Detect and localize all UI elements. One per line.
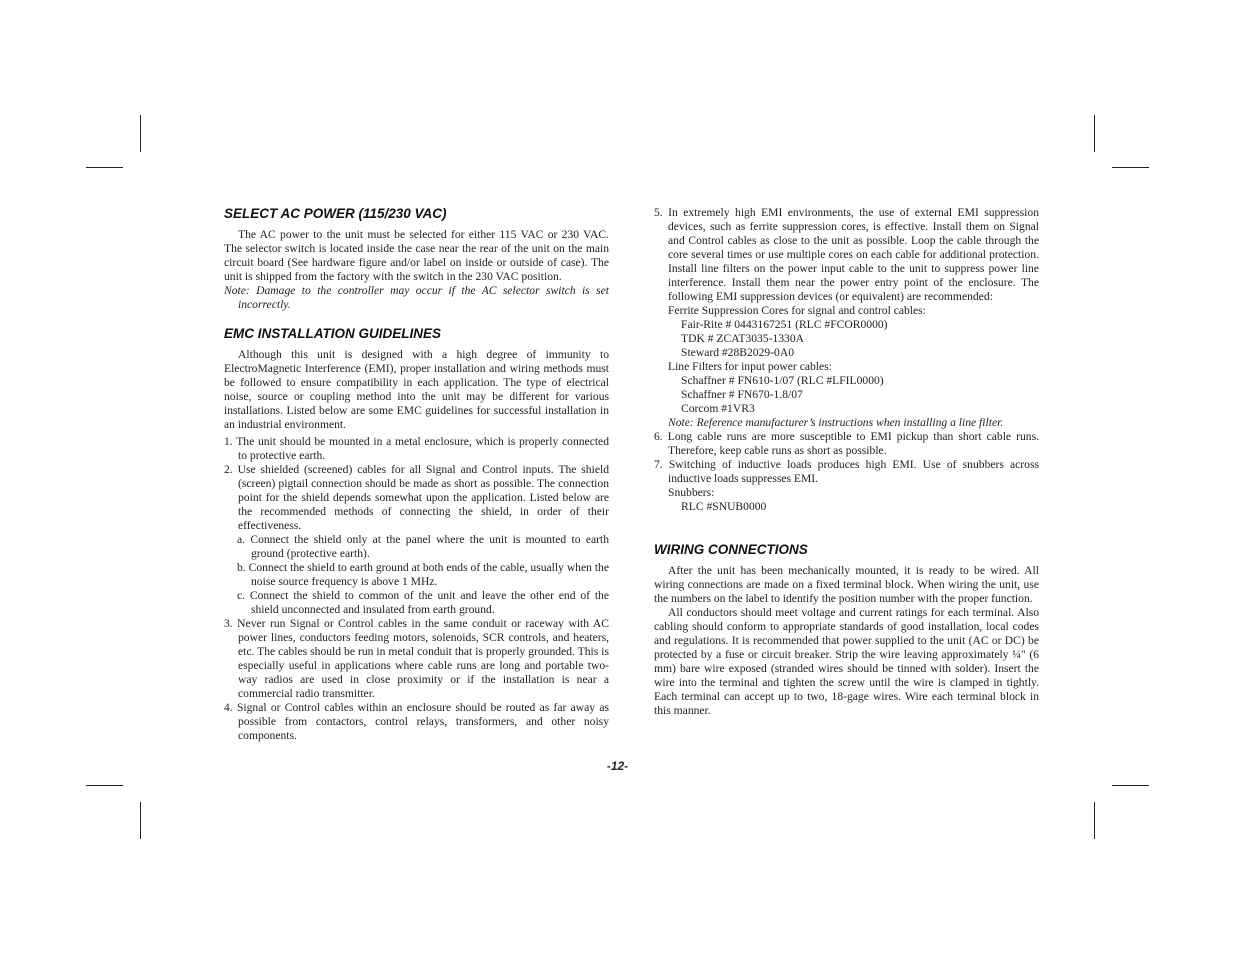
emc-item-1: 1. The unit should be mounted in a metal enclosure, which is properly connected to protective earth. — [224, 435, 609, 462]
crop-mark — [86, 785, 123, 786]
section-title-emc-guidelines: EMC INSTALLATION GUIDELINES — [224, 326, 441, 341]
emc-item-2b: b. Connect the shield to earth ground at both ends of the cable, usually when the noise source frequency is above 1 MHz. — [237, 561, 609, 588]
line-filter-1: Schaffner # FN610-1/07 (RLC #LFIL0000) — [681, 374, 884, 387]
left-column — [224, 206, 609, 743]
snubbers-label: Snubbers: — [668, 486, 715, 499]
crop-mark — [140, 802, 141, 839]
crop-mark — [1112, 167, 1149, 168]
crop-mark — [1112, 785, 1149, 786]
ferrite-device-1: Fair-Rite # 0443167251 (RLC #FCOR0000) — [681, 318, 888, 331]
crop-mark — [140, 115, 141, 152]
emc-intro-paragraph: Although this unit is designed with a high degree of immunity to ElectroMagnetic Interference (EMI), proper installation and wiring methods must be followed to ensure compatibility in each application. The type of electrical noise, source or coupling method into the unit may be different for various installations. Listed below are some EMC guidelines for successful installation in an industrial environment. — [224, 348, 609, 431]
emc-item-3: 3. Never run Signal or Control cables in the same conduit or raceway with AC power lines, conductors feeding motors, solenoids, SCR controls, and heaters, etc. The cables should be run in metal conduit that is properly grounded. This is especially useful in applications where cable runs are long and portable two-way radios are used in close proximity or if the installation is near a commercial radio transmitter. — [224, 617, 609, 700]
crop-mark — [1094, 802, 1095, 839]
line-filter-2: Schaffner # FN670-1.8/07 — [681, 388, 803, 401]
ferrite-device-2: TDK # ZCAT3035-1330A — [681, 332, 805, 345]
wiring-paragraph-1: After the unit has been mechanically mounted, it is ready to be wired. All wiring connections are made on a fixed terminal block. When wiring the unit, use the numbers on the label to identify the position number with the proper function. — [654, 564, 1039, 605]
crop-mark — [86, 167, 123, 168]
line-filter-label: Line Filters for input power cables: — [668, 360, 832, 373]
page-number: -12- — [606, 759, 629, 773]
line-filter-note: Note: Reference manufacturer’s instructions when installing a line filter. — [668, 416, 1004, 429]
emc-item-6: 6. Long cable runs are more susceptible to EMI pickup than short cable runs. Therefore, keep cable runs as short as possible. — [654, 430, 1039, 457]
section-title-select-ac-power: SELECT AC POWER (115/230 VAC) — [224, 206, 447, 221]
line-filter-3: Corcom #1VR3 — [681, 402, 755, 415]
ferrite-device-3: Steward #28B2029-0A0 — [681, 346, 795, 359]
section-title-wiring-connections: WIRING CONNECTIONS — [654, 542, 808, 557]
ferrite-label: Ferrite Suppression Cores for signal and control cables: — [668, 304, 926, 317]
emc-item-2a: a. Connect the shield only at the panel where the unit is mounted to earth ground (protective earth). — [237, 533, 609, 560]
emc-item-2c: c. Connect the shield to common of the unit and leave the other end of the shield unconnected and insulated from earth ground. — [237, 589, 609, 616]
snubber-device-1: RLC #SNUB0000 — [681, 500, 767, 513]
emc-item-2: 2. Use shielded (screened) cables for all Signal and Control inputs. The shield (screen) pigtail connection should be made as short as possible. The connection point for the shield depends somewhat upon the application. Listed below are the recommended methods of connecting the shield, in order of their effectiveness. — [224, 463, 609, 532]
ac-selector-note: Note: Damage to the controller may occur if the AC selector switch is set incorrectly. — [224, 284, 609, 311]
emc-item-5: 5. In extremely high EMI environments, the use of external EMI suppression devices, such as ferrite suppression cores, is effective. Install them on Signal and Control cables as close to the unit as possible. Loop the cable through the core several times or use multiple cores on each cable for additional protection. Install line filters on the power input cable to the unit to suppress power line interference. Install them near the power entry point of the enclosure. The following EMI suppression devices (or equivalent) are recommended: — [654, 206, 1039, 303]
emc-item-7: 7. Switching of inductive loads produces high EMI. Use of snubbers across inductive loads suppresses EMI. — [654, 458, 1039, 485]
emc-item-4: 4. Signal or Control cables within an enclosure should be routed as far away as possible from contactors, control relays, transformers, and other noisy components. — [224, 701, 609, 742]
crop-mark — [1094, 115, 1095, 152]
select-ac-power-paragraph: The AC power to the unit must be selected for either 115 VAC or 230 VAC. The selector switch is located inside the case near the rear of the unit on the main circuit board (See hardware figure and/or label on inside or outside of case). The unit is shipped from the factory with the switch in the 230 VAC position. — [224, 228, 609, 283]
wiring-paragraph-2: All conductors should meet voltage and current ratings for each terminal. Also cabling should conform to appropriate standards of good installation, local codes and regulations. It is recommended that power supplied to the unit (AC or DC) be protected by a fuse or circuit breaker. Strip the wire leaving approximately ¼" (6 mm) bare wire exposed (stranded wires should be tinned with solder). Insert the wire into the terminal and tighten the screw until the wire is clamped in tightly. Each terminal can accept up to two, 18-gage wires. Wire each terminal block in this manner. — [654, 606, 1039, 717]
right-column — [654, 206, 1039, 718]
